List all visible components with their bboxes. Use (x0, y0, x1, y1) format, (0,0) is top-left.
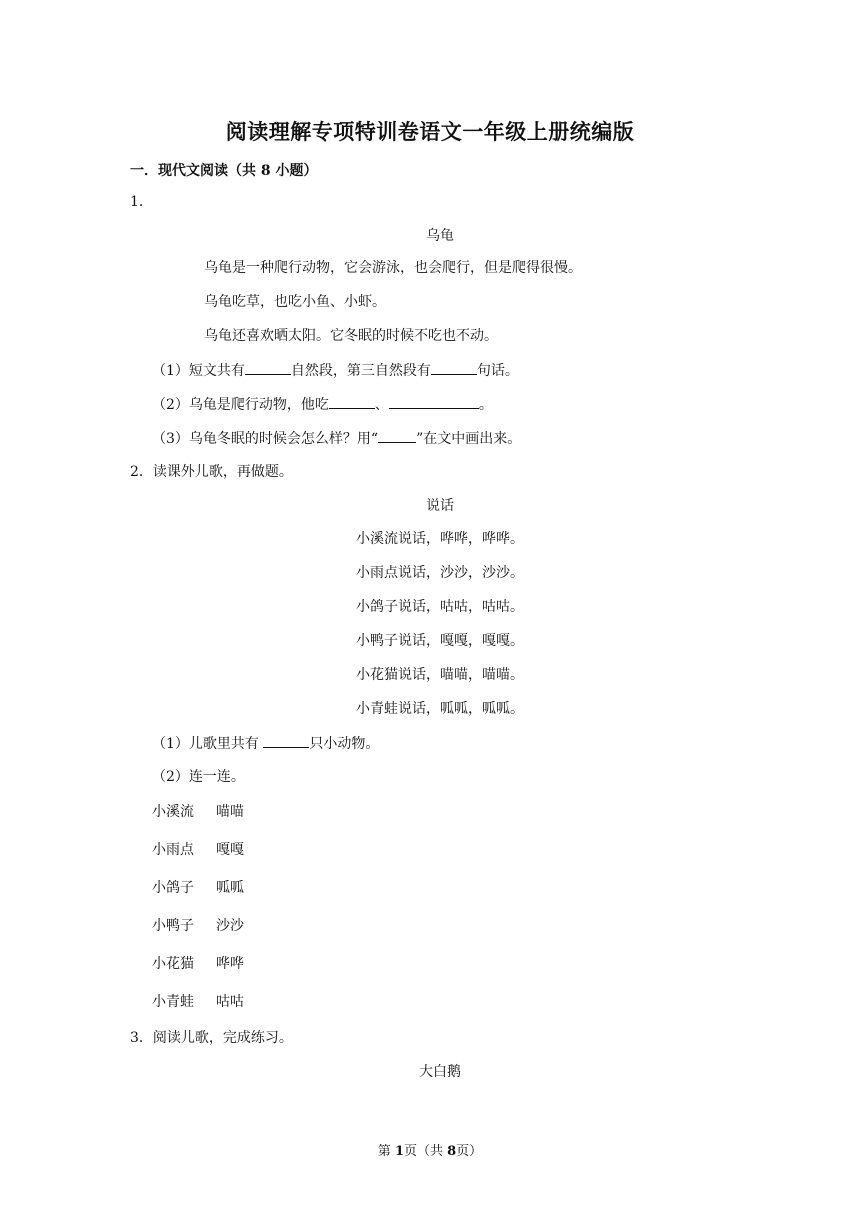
match-right-item[interactable]: 喵喵 (216, 804, 244, 820)
sub-text: 只小动物。 (309, 736, 380, 752)
question-3-stem: 3．阅读儿歌，完成练习。 (130, 1030, 293, 1046)
match-row[interactable] (152, 916, 244, 936)
sub-text: ”在文中画出来。 (416, 431, 522, 447)
passage-paragraph: 乌龟是一种爬行动物，它会游泳，也会爬行，但是爬得很慢。 (204, 260, 582, 276)
sub-text: 。 (478, 397, 493, 413)
match-left-item[interactable]: 小鸭子 (152, 918, 194, 934)
poem-line: 小鸭子说话，嘎嘎，嘎嘎。 (356, 633, 524, 649)
page-title: 阅读理解专项特训卷语文一年级上册统编版 (225, 119, 635, 144)
match-row[interactable] (152, 802, 244, 822)
footer-text: 页（共 (403, 1144, 448, 1159)
match-left-item[interactable]: 小鸽子 (152, 880, 194, 896)
footer-text: 第 (377, 1144, 395, 1159)
question-1-sub-3 (152, 428, 521, 449)
match-left-item[interactable]: 小溪流 (152, 804, 194, 820)
poem-line: 小鸽子说话，咕咕，咕咕。 (356, 599, 524, 615)
match-row[interactable] (152, 840, 244, 860)
question-1-sub-2 (152, 394, 493, 415)
question-2-sub-2: （2）连一连。 (152, 769, 245, 785)
passage-paragraph: 乌龟吃草，也吃小鱼、小虾。 (204, 294, 386, 310)
question-1-sub-1 (152, 360, 519, 381)
question-2-stem: 2．读课外儿歌，再做题。 (130, 464, 293, 480)
poem-line: 小溪流说话，哗哗，哗哗。 (356, 531, 524, 547)
sub-text: 自然段，第三自然段有 (290, 363, 431, 379)
poem-title-big-white-goose: 大白鹅 (419, 1064, 461, 1080)
sub-text: 句话。 (476, 363, 519, 379)
match-row[interactable] (152, 954, 244, 974)
passage-title-turtle: 乌龟 (426, 228, 454, 244)
current-page-number: 1 (394, 1144, 404, 1159)
poem-line: 小雨点说话，沙沙，沙沙。 (356, 565, 524, 581)
question-2-sub-1 (152, 733, 379, 754)
match-row[interactable] (152, 878, 244, 898)
match-row[interactable] (152, 992, 244, 1012)
sub-text: （1）儿歌里共有 (152, 736, 264, 752)
match-right-item[interactable]: 咕咕 (216, 994, 244, 1010)
match-right-item[interactable]: 嘎嘎 (216, 842, 244, 858)
answer-blank[interactable] (329, 394, 375, 409)
question-1-number: 1． (130, 194, 153, 210)
poem-line: 小花猫说话，喵喵，喵喵。 (356, 667, 524, 683)
match-left-item[interactable]: 小花猫 (152, 956, 194, 972)
match-right-item[interactable]: 呱呱 (216, 880, 244, 896)
match-left-item[interactable]: 小青蛙 (152, 994, 194, 1010)
poem-title-talking: 说话 (426, 498, 454, 514)
answer-blank[interactable] (389, 394, 479, 409)
match-right-item[interactable]: 沙沙 (216, 918, 244, 934)
footer-text: 页） (456, 1144, 483, 1159)
underline-sample (378, 428, 416, 443)
answer-blank[interactable] (263, 733, 309, 748)
section-heading: 一．现代文阅读（共 8 小题） (130, 163, 318, 179)
answer-blank[interactable] (431, 360, 477, 375)
poem-line: 小青蛙说话，呱呱，呱呱。 (356, 701, 524, 717)
match-right-item[interactable]: 哗哗 (216, 956, 244, 972)
match-left-item[interactable]: 小雨点 (152, 842, 194, 858)
sub-text: （3）乌龟冬眠的时候会怎么样？用“ (152, 431, 379, 447)
sub-text: （1）短文共有 (152, 363, 245, 379)
sub-text: 、 (374, 397, 389, 413)
page-footer (0, 1140, 860, 1159)
passage-paragraph: 乌龟还喜欢晒太阳。它冬眠的时候不吃也不动。 (204, 328, 498, 344)
answer-blank[interactable] (245, 360, 291, 375)
sub-text: （2）乌龟是爬行动物，他吃 (152, 397, 329, 413)
total-page-number: 8 (447, 1144, 457, 1159)
